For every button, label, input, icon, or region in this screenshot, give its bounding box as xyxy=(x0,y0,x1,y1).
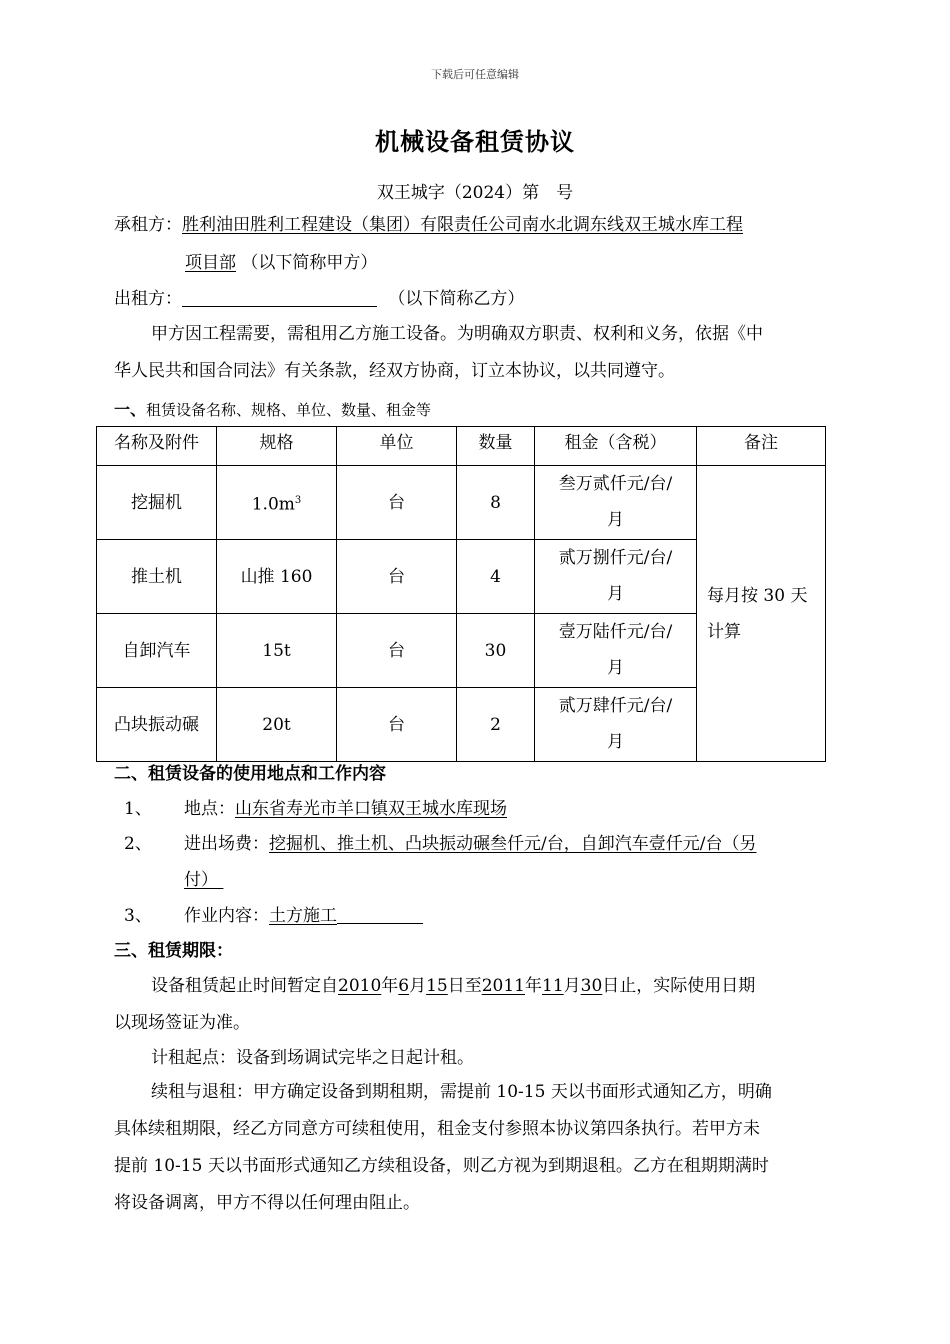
lessee-line-2 xyxy=(185,252,377,274)
item2-label: 进出场费： xyxy=(184,834,269,854)
intro-line-1: 甲方因工程需要，需租用乙方施工设备。为明确双方职责、权利和义务，依据《中 xyxy=(151,324,763,344)
equipment-unit: 台 xyxy=(337,688,457,762)
section2-item3 xyxy=(184,905,423,927)
lessee-name-2: 项目部 xyxy=(185,253,236,273)
equipment-spec: 20t xyxy=(217,688,337,762)
section2-item2-number: 2、 xyxy=(124,834,152,854)
equipment-rent: 贰万捌仟元/台/ 月 xyxy=(535,540,697,614)
item2-value-1: 挖掘机、推土机、凸块振动碾叁仟元/台，自卸汽车壹仟元/台（另 xyxy=(269,834,757,854)
equipment-unit: 台 xyxy=(337,466,457,540)
section1-heading xyxy=(114,397,431,420)
equipment-rent: 贰万肆仟元/台/ 月 xyxy=(535,688,697,762)
section3-heading: 三、租赁期限： xyxy=(114,941,233,961)
section2-item3-number: 3、 xyxy=(124,906,152,926)
equipment-name: 凸块振动碾 xyxy=(97,688,217,762)
section2-heading: 二、租赁设备的使用地点和工作内容 xyxy=(114,764,386,784)
equipment-rent: 叁万贰仟元/台/ 月 xyxy=(535,466,697,540)
lessee-line-1 xyxy=(114,214,743,236)
col-header: 规格 xyxy=(217,427,337,466)
table-header-row xyxy=(97,427,826,466)
document-number: 双王城字（2024）第 号 xyxy=(376,183,574,203)
lessor-blank xyxy=(182,289,377,307)
equipment-spec: 山推 160 xyxy=(217,540,337,614)
equipment-name: 挖掘机 xyxy=(97,466,217,540)
equipment-spec: $1.0m^3$ xyxy=(217,466,337,540)
equipment-qty: 30 xyxy=(457,614,535,688)
section3-renew-line-4: 将设备调离，甲方不得以任何理由阻止。 xyxy=(114,1193,420,1213)
section3-renew-line-1: 续租与退租：甲方确定设备到期租期，需提前 10-15 天以书面形式通知乙方，明确 xyxy=(151,1082,772,1102)
col-header: 租金（含税） xyxy=(535,427,697,466)
header-note: 下载后可任意编辑 xyxy=(431,68,519,81)
equipment-name: 推土机 xyxy=(97,540,217,614)
rental-table xyxy=(96,426,826,762)
lessee-label: 承租方： xyxy=(114,215,182,235)
equipment-rent: 壹万陆仟元/台/ 月 xyxy=(535,614,697,688)
item3-label: 作业内容： xyxy=(184,906,269,926)
equipment-unit: 台 xyxy=(337,614,457,688)
item2-value-2: 付） xyxy=(184,870,218,890)
section3-start-rent: 计租起点：设备到场调试完毕之日起计租。 xyxy=(151,1048,474,1068)
lessee-suffix: （以下简称甲方） xyxy=(241,253,378,273)
col-header: 单位 xyxy=(337,427,457,466)
item3-value: 土方施工 xyxy=(269,906,337,926)
item1-label: 地点： xyxy=(184,799,235,819)
equipment-unit: 台 xyxy=(337,540,457,614)
section2-item2 xyxy=(184,833,756,855)
lessee-name-1: 胜利油田胜利工程建设（集团）有限责任公司南水北调东线双王城水库工程 xyxy=(182,215,743,235)
section3-renew-line-2: 具体续租期限，经乙方同意方可续租使用，租金支付参照本协议第四条执行。若甲方未 xyxy=(114,1119,760,1139)
equipment-spec: 15t xyxy=(217,614,337,688)
page-title: 机械设备租赁协议 xyxy=(375,127,575,156)
item1-value: 山东省寿光市羊口镇双王城水库现场 xyxy=(235,799,507,819)
equipment-qty: 2 xyxy=(457,688,535,762)
intro-line-2: 华人民共和国合同法》有关条款，经双方协商，订立本协议，以共同遵守。 xyxy=(114,361,675,381)
section3-renew-line-3: 提前 10-15 天以书面形式通知乙方续租设备，则乙方视为到期退租。乙方在租期期满时 xyxy=(114,1156,769,1176)
section3-period-line-2: 以现场签证为准。 xyxy=(114,1013,250,1033)
equipment-qty: 8 xyxy=(457,466,535,540)
section1-number: 一、 xyxy=(114,400,147,419)
item3-blank xyxy=(337,906,423,924)
section2-item1 xyxy=(184,798,507,820)
equipment-qty: 4 xyxy=(457,540,535,614)
section2-item2-cont xyxy=(184,869,223,891)
table-row xyxy=(97,466,826,540)
section2-item1-number: 1、 xyxy=(124,799,152,819)
remark-cell: 每月按 30 天 计算 xyxy=(697,466,826,762)
section3-period-line-1: 设备租赁起止时间暂定自2010年6月15日至2011年11月30日止，实际使用日期 xyxy=(151,976,756,996)
col-header: 数量 xyxy=(457,427,535,466)
section1-title: 租赁设备名称、规格、单位、数量、租金等 xyxy=(146,401,432,419)
col-header: 名称及附件 xyxy=(97,427,217,466)
lessor-suffix: （以下简称乙方） xyxy=(388,289,525,309)
lessor-line xyxy=(114,288,524,310)
equipment-name: 自卸汽车 xyxy=(97,614,217,688)
col-header: 备注 xyxy=(697,427,826,466)
lessor-label: 出租方： xyxy=(114,289,182,309)
